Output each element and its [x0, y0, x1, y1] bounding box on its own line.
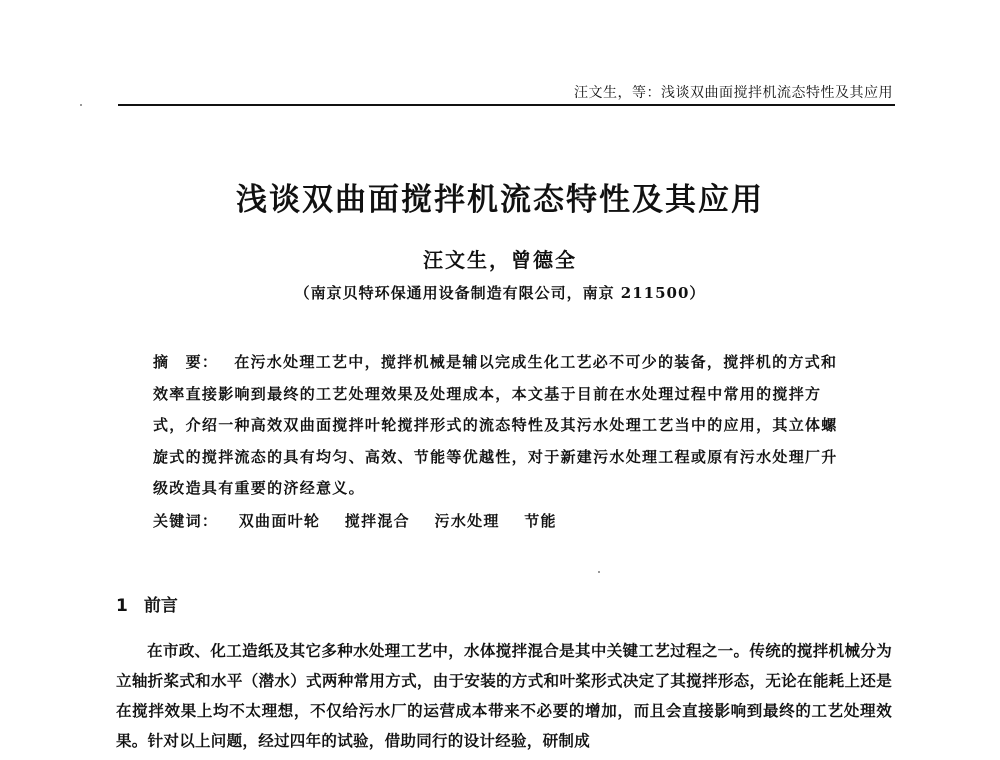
paper-authors: 汪文生，曾德全 — [423, 248, 577, 272]
abstract — [153, 347, 853, 505]
paper-title: 浅谈双曲面搅拌机流态特性及其应用 — [236, 182, 764, 218]
scan-speck — [80, 104, 82, 106]
body-paragraph: 在市政、化工造纸及其它多种水处理工艺中，水体搅拌混合是其中关键工艺过程之一。传统的搅拌机械分为立轴折桨式和水平（潜水）式两种常用方式，由于安装的方式和叶桨形式决定了其搅拌形态，无论在能耗上还是在搅拌效果上均不太理想，不仅给污水厂的运营成本带来不必要的增加，而且会直接影响到最终的工艺处理效果。针对以上问题，经过四年的试验，借助同行的设计经验，研制成 — [116, 641, 892, 750]
paper-affiliation: （南京贝特环保通用设备制造有限公司，南京 211500） — [294, 284, 706, 302]
keywords — [153, 510, 853, 531]
section-title: 前言 — [143, 596, 178, 616]
keyword: 搅拌混合 — [344, 512, 410, 530]
keyword: 节能 — [524, 512, 557, 530]
keywords-label: 关键词： — [153, 512, 219, 530]
abstract-text: 在污水处理工艺中，搅拌机械是辅以完成生化工艺必不可少的装备，搅拌机的方式和效率直接影响到最终的工艺处理效果及处理成本，本文基于目前在水处理过程中常用的搅拌方式，介绍一种高效双曲面搅拌叶轮搅拌形式的流态特性及其污水处理工艺当中的应用，其立体螺旋式的搅拌流态的具有均匀、高效、节能等优越性，对于新建污水处理工程或原有污水处理厂升级改造具有重要的济经意义。 — [153, 353, 838, 497]
abstract-label: 摘 要： — [153, 353, 219, 371]
keyword: 污水处理 — [434, 512, 500, 530]
section-number: 1 — [116, 596, 128, 616]
header-rule — [118, 104, 895, 106]
keyword: 双曲面叶轮 — [238, 512, 321, 530]
scan-speck — [598, 571, 600, 573]
running-head: 汪文生，等：浅谈双曲面搅拌机流态特性及其应用 — [574, 85, 893, 101]
section-heading — [116, 591, 178, 616]
